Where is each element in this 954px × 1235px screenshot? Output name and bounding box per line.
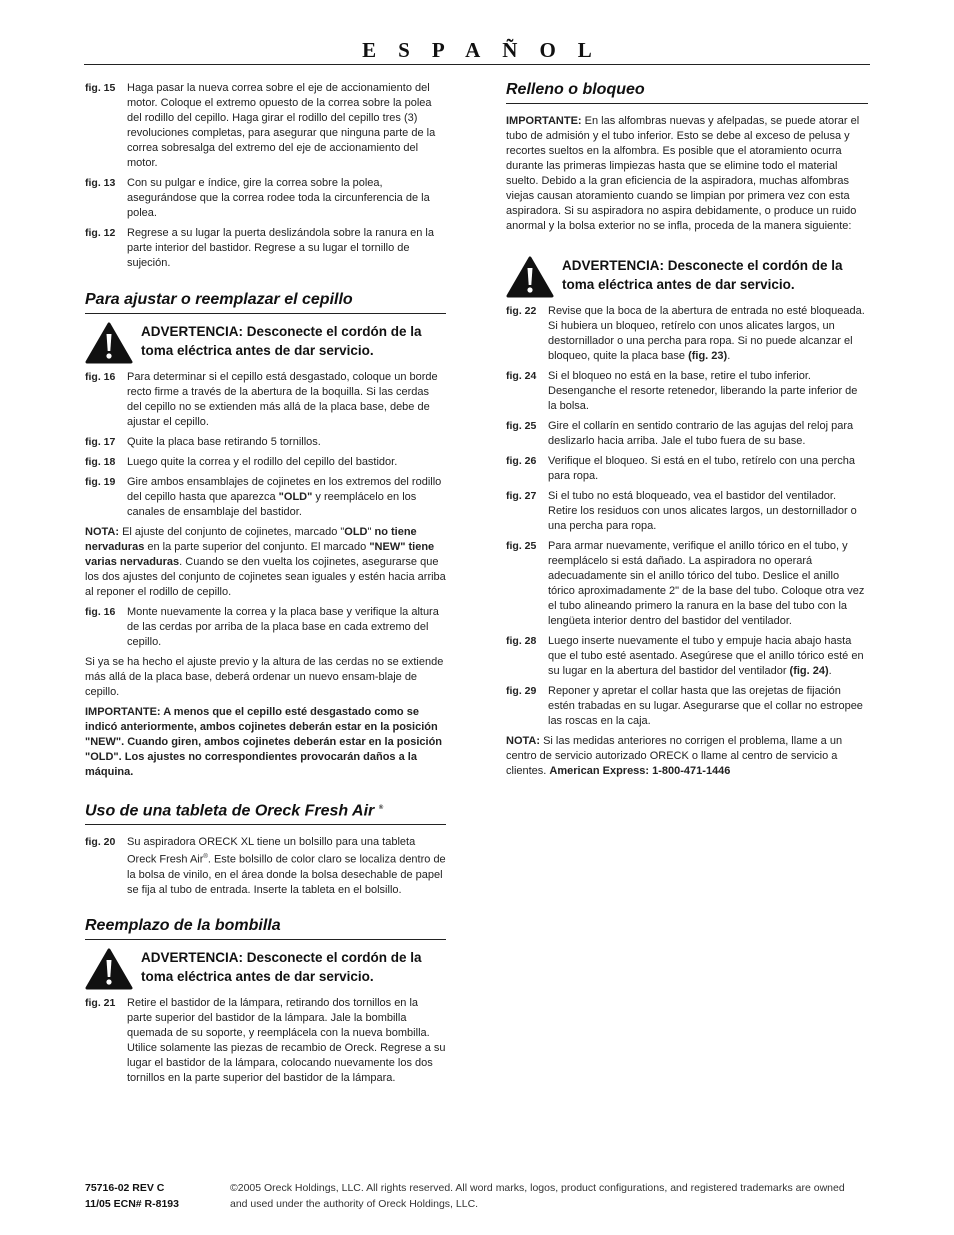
fig-item [85,835,446,898]
header-rule [84,64,870,65]
fig-text: Revise que la boca de la abertura de entrada no esté bloqueada. Si hubiera un bloqueo, retírelo con unos alicates largos, un destornillador o una percha para ropa. Si no puede alcanzar el bloqueo, quite la placa base (fig. 23). [548,305,865,362]
fig-label: fig. 16 [85,371,116,383]
fig-label: fig. 12 [85,227,116,239]
fig-item [506,634,868,679]
fig-item [85,370,446,430]
fig-label: fig. 26 [506,455,537,467]
document-code: 75716-02 REV C 11/05 ECN# R-8193 [85,1182,179,1210]
fig-label: fig. 29 [506,685,537,697]
fig-item [506,489,868,534]
fig-text: Si el tubo no está bloqueado, vea el bastidor del ventilador. Retire los residuos con unos alicates largos, un destornillador o una percha para ropa. [548,490,857,532]
fig-item [506,539,868,629]
section-title-fresh-air: Uso de una tableta de Oreck Fresh Air ® [85,798,446,825]
fig-item [506,419,868,449]
warning-text: ADVERTENCIA: Desconecte el cordón de la toma eléctrica antes de dar servicio. [562,258,843,292]
fig-item [85,176,446,221]
warning-block [506,256,868,298]
fig-text: Para determinar si el cepillo está desgastado, coloque un borde recto firme a través de la abertura de la boquilla. Si las cerdas del cepillo no se extienden más allá de la placa base, debe de ajustar el cepillo. [127,371,438,428]
warning-triangle-icon [85,322,133,364]
fig-text: Retire el bastidor de la lámpara, retirando dos tornillos en la parte superior del bastidor de la lámpara. Jale la bombilla quemada de su soporte, y reemplácela con la nueva bombilla. Utilice solamente las piezas de recambio de Oreck. Regrese a su lugar el bastidor de la lámpara, colocando nuevamente los dos tornillos en la parte superior del bastidor de la lámpara. [127,996,446,1084]
page-title: ESPAÑOL [362,38,614,62]
fig-text: Luego inserte nuevamente el tubo y empuje hacia abajo hasta que el tubo esté asentado. Asegúrese que el anillo tórico esté en su lugar en la abertura del bastidor del ventilador (fig. 24). [548,635,864,677]
fig-item [85,81,446,171]
fig-item [506,369,868,414]
page-footer [85,1180,865,1212]
fig-item [506,454,868,484]
warning-triangle-icon [506,256,554,298]
fig-text: Verifique el bloqueo. Si está en el tubo, retírelo con una percha para ropa. [548,455,855,482]
fig-text: Gire el collarín en sentido contrario de las agujas del reloj para deslizarlo hacia arriba. Jale el tubo fuera de su base. [548,420,854,447]
fig-text: Quite la placa base retirando 5 tornillos. [127,436,321,448]
fig-label: fig. 25 [506,420,537,432]
section-title-brush: Para ajustar o reemplazar el cepillo [85,290,446,314]
fig-item [85,226,446,271]
fig-item [85,475,446,520]
fig-text: Con su pulgar e índice, gire la correa sobre la polea, asegurándose que la correa rodee toda la circunferencia de la polea. [127,177,430,219]
fig-label: fig. 28 [506,635,537,647]
section-title-blockage: Relleno o bloqueo [506,80,868,104]
fig-label: fig. 20 [85,836,116,849]
fig-text: Si el bloqueo no está en la base, retire el tubo inferior. Desenganche el resorte retenedor, liberando la parte inferior de la bolsa. [548,370,858,412]
fig-label: fig. 27 [506,490,537,502]
fig-item [85,605,446,650]
fig-item [506,304,868,364]
warning-triangle-icon [85,948,133,990]
important-paragraph: IMPORTANTE: A menos que el cepillo esté desgastado como se indicó anteriormente, ambos cojinetes deberán estar en la posición "NEW". Cuando giren, ambos cojinetes deberán estar en la posición "OLD". Los ajustes no correspondientes provocarán daños a la máquina. [85,706,443,778]
fig-label: fig. 25 [506,540,537,552]
fig-text: Luego quite la correa y el rodillo del cepillo del bastidor. [127,456,398,468]
fig-text: Gire ambos ensamblajes de cojinetes en los extremos del rodillo del cepillo hasta que aparezca "OLD" y reemplácelo en los canales de ensamblaje del bastidor. [127,476,442,518]
body-paragraph: Si ya se ha hecho el ajuste previo y la altura de las cerdas no se extiende más allá de la placa base, deberá ordenar un nuevo ensam-blaje de cepillo. [85,656,444,698]
fig-label: fig. 21 [85,996,116,1009]
fig-text: Monte nuevamente la correa y la placa base y verifique la altura de las cerdas por arriba de la placa base en cada extremo del cepillo. [127,606,439,648]
fig-label: fig. 16 [85,606,116,618]
section-title-bulb: Reemplazo de la bombilla [85,916,446,940]
right-column [506,80,868,784]
left-column [85,81,446,1091]
fig-label: fig. 19 [85,476,116,488]
fig-item [85,455,446,470]
important-paragraph: IMPORTANTE: En las alfombras nuevas y afelpadas, se puede atorar el tubo de admisión y el tubo inferior. Esto se debe al exceso de pelusa y recortes sueltos en la alfombra. Es posible que el atoramiento ocurra durante las primeras limpiezas hasta que se elimine todo el material suelto. Debido a la gran eficiencia de la aspiradora, muchas alfombras viejas causan atoramiento cuando se limpian por primera vez con esta aspiradora. Si su aspiradora no aspira debidamente, o produce un ruido anormal y la bolsa exterior no se infla, proceda de la manera siguiente: [506,115,860,232]
fig-item [506,684,868,729]
fig-item [85,435,446,450]
fig-label: fig. 24 [506,370,537,382]
fig-label: fig. 15 [85,82,116,94]
warning-block [85,322,446,364]
warning-text: ADVERTENCIA: Desconecte el cordón de la toma eléctrica antes de dar servicio. [141,949,422,984]
fig-text: Su aspiradora ORECK XL tiene un bolsillo para una tableta Oreck Fresh Air®. Este bolsillo de color claro se localiza dentro de la bolsa de vinilo, en el área donde la bolsa desechable de papel se fija al tubo de entrada. Inserte la tableta en el bolsillo. [127,836,446,896]
note-paragraph: NOTA: El ajuste del conjunto de cojinetes, marcado "OLD" no tiene nervaduras en la parte superior del conjunto. El marcado "NEW" tiene varias nervaduras. Cuando se den vuelta los cojinetes, asegurarse que los dos ajustes del conjunto de cojinetes sean iguales y estén hacia arriba al reponer el rodillo de cepillo. [85,526,446,598]
fig-text: Regrese a su lugar la puerta deslizándola sobre la ranura en la parte interior del bastidor. Regrese a su lugar el tornillo de sujeción. [127,227,434,269]
warning-text: ADVERTENCIA: Desconecte el cordón de la toma eléctrica antes de dar servicio. [141,324,422,358]
fig-item [85,996,446,1086]
fig-text: Haga pasar la nueva correa sobre el eje de accionamiento del motor. Coloque el extremo opuesto de la correa sobre la polea del rodillo del cepillo. Haga girar el rodillo del cepillo tres (3) revoluciones completas, para asegurar que ninguna parte de la correa sobresalga del extremo del eje de accionamiento del motor. [127,82,436,169]
fig-label: fig. 22 [506,305,537,317]
copyright-notice: ©2005 Oreck Holdings, LLC. All rights reserved. All word marks, logos, product configurations, and registered trademarks are owned and used under the authority of Oreck Holdings, LLC. [230,1182,845,1210]
fig-text: Para armar nuevamente, verifique el anillo tórico en el tubo, y reemplácelo si está dañado. La aspiradora no operará adecuadamente sin el anillo tórico del tubo. Deslice el anillo tórico aproximadamente 2" de la base del tubo. Coloque otra vez el tubo alineando primero la ranura en la base del tubo con la lengüeta interior dentro del bastidor del ventilador. [548,540,865,627]
fig-label: fig. 17 [85,436,116,448]
warning-block [85,948,446,990]
fig-text: Reponer y apretar el collar hasta que las orejetas de fijación estén trabadas en su lugar. Asegurarse que el collar no estropee las roscas en la caja. [548,685,863,727]
fig-label: fig. 13 [85,177,116,189]
note-paragraph: NOTA: Si las medidas anteriores no corrigen el problema, llame a un centro de servicio autorizado ORECK o llame al centro de servicio a clientes. American Express: 1-800-471-1446 [506,735,843,777]
fig-label: fig. 18 [85,456,116,468]
